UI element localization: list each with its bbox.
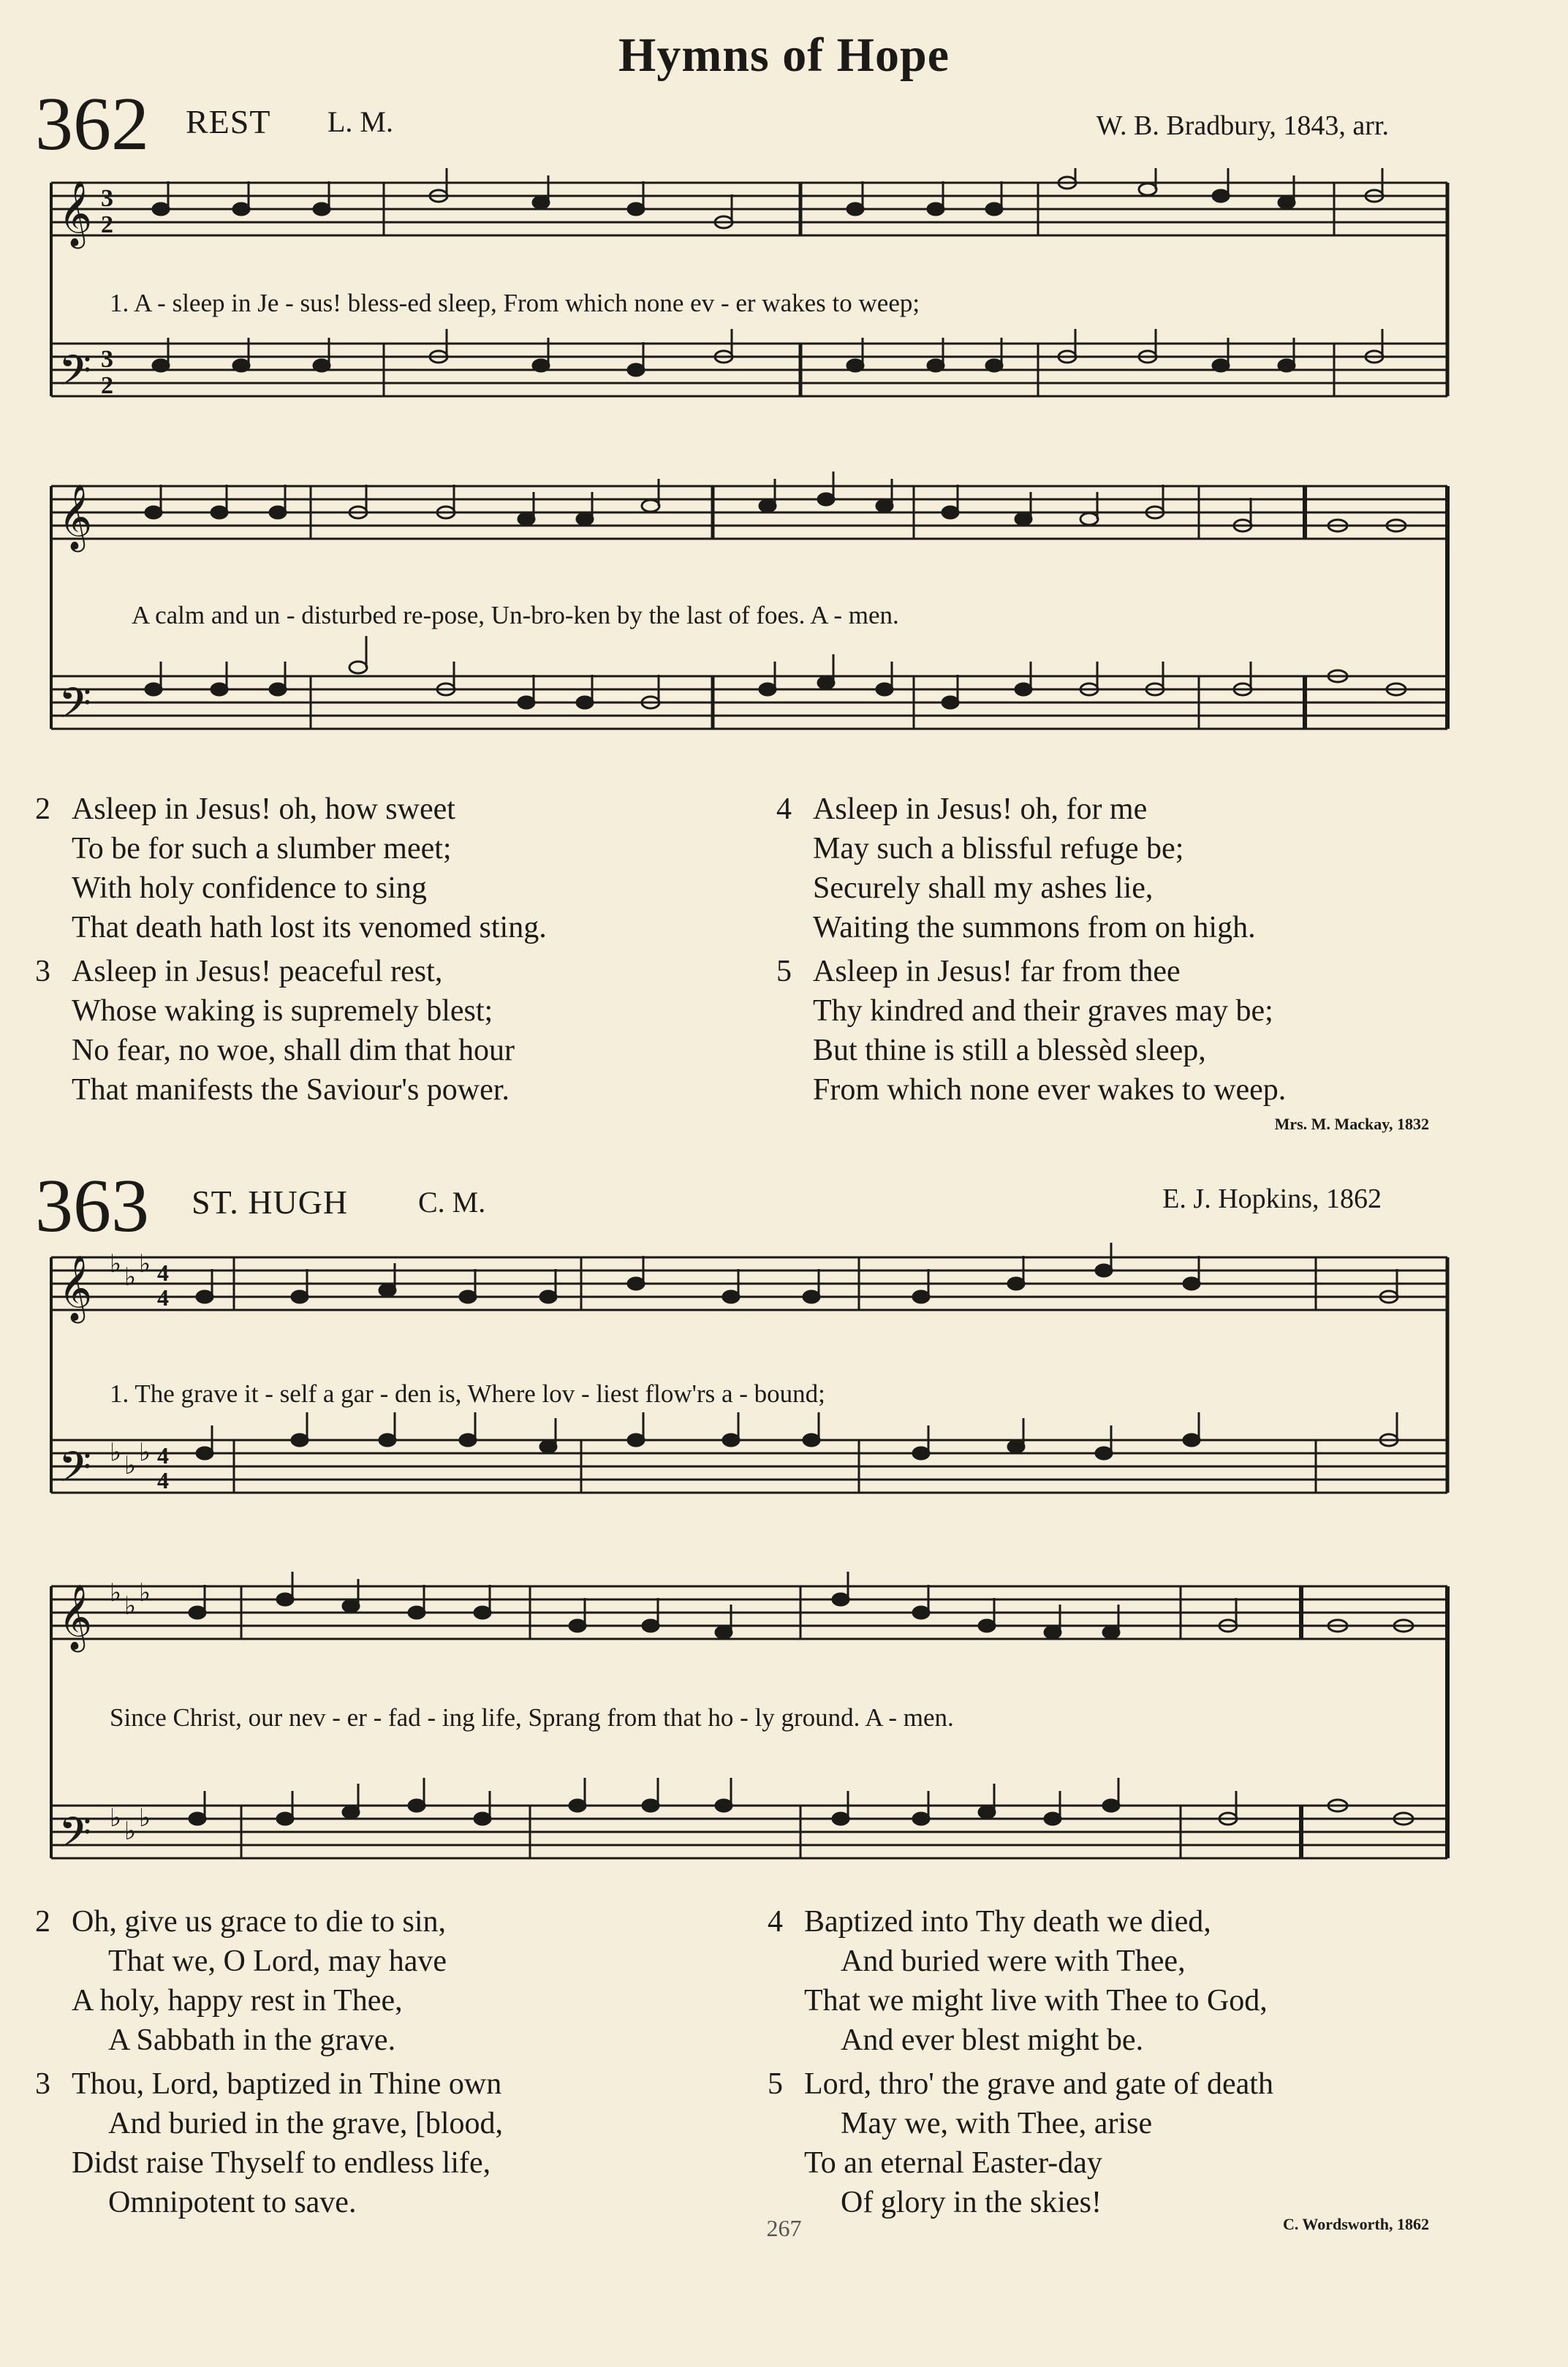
verse-line: From which none ever wakes to weep. xyxy=(813,1073,1287,1107)
verse xyxy=(768,1902,1273,2060)
lyric-line: Since Christ, our nev - er - fad - ing life, Sprang from that ho - ly ground. A - men. xyxy=(110,1703,954,1732)
page-title: Hymns of Hope xyxy=(618,29,950,82)
verse-line: That death hath lost its venomed sting. xyxy=(72,911,547,944)
svg-text:𝄢: 𝄢 xyxy=(58,1808,92,1868)
verse-line: Whose waking is supremely blest; xyxy=(72,994,493,1028)
composer: E. J. Hopkins, 1862 xyxy=(1162,1184,1382,1214)
verse-number: 2 xyxy=(35,792,50,826)
verse-line: Baptized into Thy death we died, xyxy=(804,1905,1211,1939)
verse-line: May such a blissful refuge be; xyxy=(813,832,1184,866)
verse-line: Thou, Lord, baptized in Thine own xyxy=(72,2067,502,2101)
svg-text:♭: ♭ xyxy=(139,1251,151,1278)
svg-text:♭: ♭ xyxy=(139,1439,151,1466)
verse-number: 3 xyxy=(35,2067,50,2101)
verse-number: 2 xyxy=(35,1905,50,1939)
svg-text:4: 4 xyxy=(157,1284,169,1311)
verse-line: That manifests the Saviour's power. xyxy=(72,1073,510,1107)
svg-text:4: 4 xyxy=(157,1467,169,1493)
svg-text:2: 2 xyxy=(101,372,113,399)
lyric-line: 1. A - sleep in Je - sus! bless-ed sleep, From which none ev - er wakes to weep; xyxy=(110,289,920,317)
svg-text:♭: ♭ xyxy=(139,1580,151,1607)
svg-text:𝄞: 𝄞 xyxy=(58,181,93,246)
verse-line: Waiting the summons from on high. xyxy=(813,911,1256,944)
svg-text:♭: ♭ xyxy=(110,1439,122,1466)
lyric-line: A calm and un - disturbed re-pose, Un-bro-ken by the last of foes. A - men. xyxy=(132,601,899,629)
verse-number: 4 xyxy=(768,1905,783,1939)
tune-meter: C. M. xyxy=(418,1186,486,1219)
svg-text:3: 3 xyxy=(101,346,113,373)
verse-line: Asleep in Jesus! far from thee xyxy=(813,955,1181,988)
verse-line: To be for such a slumber meet; xyxy=(72,832,452,866)
verse-line: A Sabbath in the grave. xyxy=(108,2023,396,2057)
svg-text:𝄢: 𝄢 xyxy=(58,1442,92,1502)
verse-number: 3 xyxy=(35,955,50,988)
verse-line: To an eternal Easter-day xyxy=(804,2146,1102,2180)
verse-line: And buried in the grave, [blood, xyxy=(108,2107,504,2140)
page-number: 267 xyxy=(766,2215,802,2241)
verse-number: 5 xyxy=(768,2067,783,2101)
verse-line: And buried were with Thee, xyxy=(841,1944,1186,1978)
svg-text:♭: ♭ xyxy=(110,1251,122,1278)
author-attribution: C. Wordsworth, 1862 xyxy=(1282,2215,1429,2233)
verse xyxy=(35,2064,503,2222)
verse-line: That we might live with Thee to God, xyxy=(804,1984,1268,2018)
verses-right xyxy=(768,1902,1273,2222)
svg-text:4: 4 xyxy=(157,1442,169,1469)
verse-line: No fear, no woe, shall dim that hour xyxy=(72,1034,515,1067)
verse-line: A holy, happy rest in Thee, xyxy=(72,1984,403,2018)
svg-text:4: 4 xyxy=(157,1260,169,1286)
svg-text:3: 3 xyxy=(101,185,113,212)
svg-text:♭: ♭ xyxy=(124,1453,137,1480)
tune-name: ST. HUGH xyxy=(192,1184,349,1221)
svg-text:♭: ♭ xyxy=(110,1580,122,1607)
hymn-number: 363 xyxy=(35,1164,149,1248)
verse-number: 4 xyxy=(776,792,792,826)
verse-line: Didst raise Thyself to endless life, xyxy=(72,2146,491,2180)
svg-text:2: 2 xyxy=(101,211,113,238)
hymn-number: 362 xyxy=(35,82,149,166)
svg-text:𝄢: 𝄢 xyxy=(58,346,92,406)
verse xyxy=(35,1902,503,2060)
svg-text:𝄢: 𝄢 xyxy=(58,678,92,738)
verse-line: But thine is still a blessèd sleep, xyxy=(813,1034,1206,1067)
verse xyxy=(35,952,547,1110)
verse xyxy=(776,789,1286,947)
verse-line: Of glory in the skies! xyxy=(841,2186,1102,2219)
svg-text:♭: ♭ xyxy=(124,1593,137,1620)
verse-line: With holy confidence to sing xyxy=(72,871,427,905)
verses-left xyxy=(35,1902,503,2222)
verse-line: Securely shall my ashes lie, xyxy=(813,871,1154,905)
lyric-line: 1. The grave it - self a gar - den is, Where lov - liest flow'rs a - bound; xyxy=(110,1379,825,1408)
verse xyxy=(35,789,547,947)
verse-line: Oh, give us grace to die to sin, xyxy=(72,1905,447,1939)
verses-left xyxy=(35,789,547,1110)
svg-text:𝄞: 𝄞 xyxy=(58,1584,93,1650)
verse-line: Thy kindred and their graves may be; xyxy=(813,994,1273,1028)
verse-line: Asleep in Jesus! oh, for me xyxy=(813,792,1148,826)
author-attribution: Mrs. M. Mackay, 1832 xyxy=(1274,1115,1429,1133)
verse-number: 5 xyxy=(776,955,792,988)
svg-text:♭: ♭ xyxy=(110,1805,122,1832)
verse-line: Lord, thro' the grave and gate of death xyxy=(804,2067,1273,2101)
verse xyxy=(768,2064,1273,2222)
tune-meter: L. M. xyxy=(327,105,393,138)
composer: W. B. Bradbury, 1843, arr. xyxy=(1096,110,1389,141)
svg-text:♭: ♭ xyxy=(139,1805,151,1832)
tune-name: REST xyxy=(186,103,271,140)
svg-text:𝄞: 𝄞 xyxy=(58,484,93,550)
verse-line: Omnipotent to save. xyxy=(108,2186,357,2219)
svg-text:♭: ♭ xyxy=(124,1264,137,1291)
svg-text:♭: ♭ xyxy=(124,1818,137,1845)
svg-text:𝄞: 𝄞 xyxy=(58,1255,93,1321)
verse-line: May we, with Thee, arise xyxy=(841,2107,1153,2140)
verse-line: That we, O Lord, may have xyxy=(108,1944,447,1978)
verses-right xyxy=(776,789,1286,1110)
verse-line: Asleep in Jesus! oh, how sweet xyxy=(72,792,455,826)
verse-line: Asleep in Jesus! peaceful rest, xyxy=(72,955,443,988)
verse-line: And ever blest might be. xyxy=(841,2023,1144,2057)
verse xyxy=(776,952,1286,1110)
